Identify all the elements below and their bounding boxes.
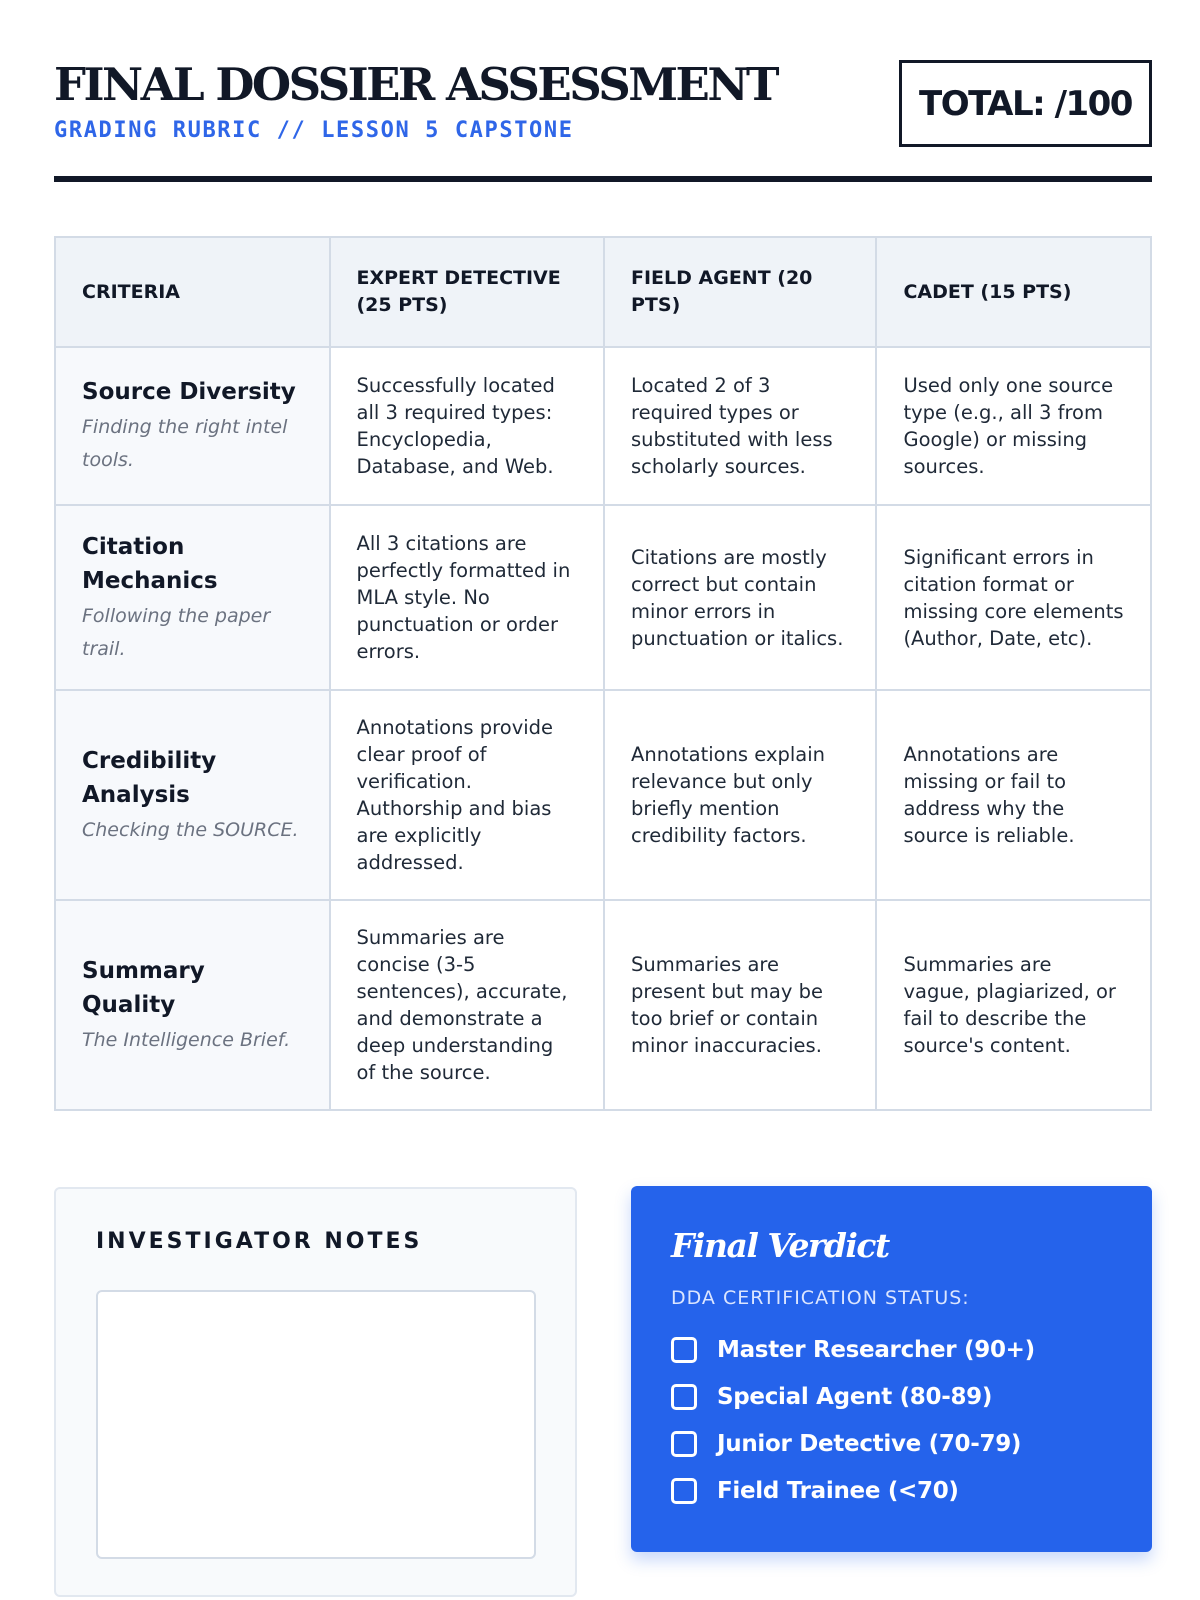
checkbox[interactable] (671, 1337, 697, 1363)
rubric-table (54, 236, 1152, 1111)
page-subtitle: GRADING RUBRIC // LESSON 5 CAPSTONE (54, 118, 574, 143)
page-title: FINAL DOSSIER ASSESSMENT (54, 58, 777, 111)
certification-option-master-researcher[interactable] (671, 1326, 1035, 1373)
column-header-field: FIELD AGENT (20 PTS) (604, 237, 876, 347)
expert-cell: Successfully located all 3 required types: Encyclopedia, Database, and Web. (330, 347, 605, 505)
investigator-notes-panel (54, 1187, 577, 1597)
cadet-cell: Annotations are missing or fail to address why the source is reliable. (876, 690, 1151, 900)
criteria-cell (55, 347, 330, 505)
certification-option-special-agent[interactable] (671, 1373, 1035, 1420)
criteria-description: Finding the right intel tools. (82, 416, 288, 471)
expert-cell: All 3 citations are perfectly formatted in MLA style. No punctuation or order errors. (330, 505, 605, 690)
checkbox[interactable] (671, 1478, 697, 1504)
criteria-name: Summary Quality (82, 957, 205, 1018)
criteria-cell (55, 900, 330, 1110)
notes-textarea[interactable] (96, 1290, 536, 1559)
table-row (55, 900, 1151, 1110)
option-label: Master Researcher (90+) (717, 1336, 1035, 1363)
verdict-title: Final Verdict (671, 1226, 889, 1265)
final-verdict-panel (631, 1186, 1152, 1552)
column-header-expert: EXPERT DETECTIVE (25 PTS) (330, 237, 605, 347)
certification-options (671, 1326, 1035, 1514)
criteria-cell (55, 505, 330, 690)
field-agent-cell: Located 2 of 3 required types or substituted with less scholarly sources. (604, 347, 876, 505)
criteria-name: Citation Mechanics (82, 533, 218, 594)
certification-option-field-trainee[interactable] (671, 1467, 1035, 1514)
rubric-header-row (55, 237, 1151, 347)
option-label: Junior Detective (70-79) (717, 1430, 1022, 1457)
field-agent-cell: Summaries are present but may be too brief or contain minor inaccuracies. (604, 900, 876, 1110)
column-header-cadet: CADET (15 PTS) (876, 237, 1151, 347)
option-label: Special Agent (80-89) (717, 1383, 993, 1410)
criteria-description: The Intelligence Brief. (82, 1028, 291, 1051)
criteria-name: Source Diversity (82, 379, 296, 405)
page-header (54, 52, 1152, 184)
notes-title: INVESTIGATOR NOTES (96, 1229, 423, 1254)
field-agent-cell: Citations are mostly correct but contain minor errors in punctuation or italics. (604, 505, 876, 690)
checkbox[interactable] (671, 1431, 697, 1457)
certification-option-junior-detective[interactable] (671, 1420, 1035, 1467)
table-row (55, 505, 1151, 690)
cadet-cell: Summaries are vague, plagiarized, or fail to describe the source's content. (876, 900, 1151, 1110)
total-score-box: TOTAL: /100 (899, 60, 1152, 147)
header-divider (54, 176, 1152, 182)
expert-cell: Annotations provide clear proof of verification. Authorship and bias are explicitly addressed. (330, 690, 605, 900)
table-row (55, 690, 1151, 900)
criteria-cell (55, 690, 330, 900)
cadet-cell: Used only one source type (e.g., all 3 from Google) or missing sources. (876, 347, 1151, 505)
criteria-name: Credibility Analysis (82, 747, 217, 808)
expert-cell: Summaries are concise (3-5 sentences), accurate, and demonstrate a deep understanding of the source. (330, 900, 605, 1110)
certification-status-label: DDA CERTIFICATION STATUS: (671, 1287, 970, 1309)
criteria-description: Following the paper trail. (82, 604, 271, 660)
field-agent-cell: Annotations explain relevance but only briefly mention credibility factors. (604, 690, 876, 900)
checkbox[interactable] (671, 1384, 697, 1410)
table-row (55, 347, 1151, 505)
criteria-description: Checking the SOURCE. (82, 818, 299, 841)
column-header-criteria: CRITERIA (55, 237, 330, 347)
option-label: Field Trainee (<70) (717, 1477, 959, 1504)
cadet-cell: Significant errors in citation format or missing core elements (Author, Date, etc). (876, 505, 1151, 690)
